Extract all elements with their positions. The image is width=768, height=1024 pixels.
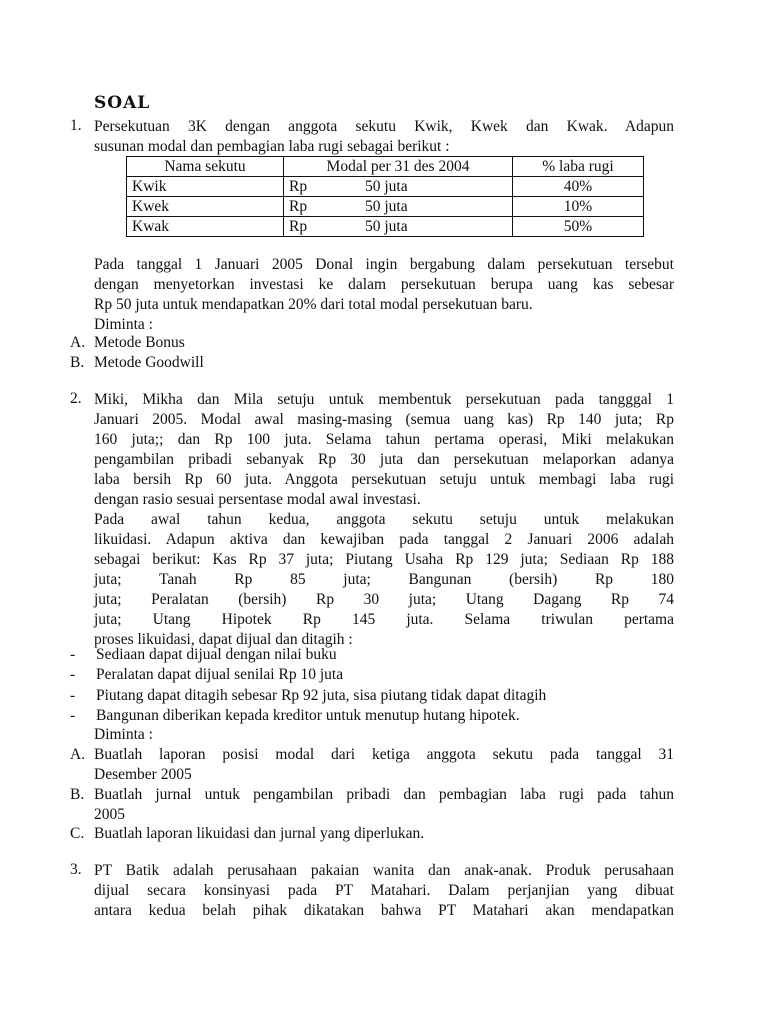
bullet-mark: -	[70, 666, 76, 683]
table-header-row	[127, 157, 644, 177]
table-header: Nama sekutu	[127, 157, 284, 177]
q2-line: juta; Tanah Rp 85 juta; Bangunan (bersih) Rp 180	[94, 571, 674, 588]
capital-table	[126, 156, 644, 237]
capital-cell	[284, 217, 513, 237]
option-label: A.	[70, 334, 86, 351]
bullet-text: Bangunan diberikan kepada kreditor untuk menutup hutang hipotek.	[96, 707, 520, 724]
capital-value: 50 juta	[365, 218, 408, 235]
bullet-mark: -	[70, 687, 76, 704]
q2-line: sebagai berikut: Kas Rp 37 juta; Piutang Usaha Rp 129 juta; Sediaan Rp 188	[94, 551, 674, 568]
q2-line: pengambilan pribadi sebanyak Rp 30 juta dan persekutuan melaporkan adanya	[94, 451, 674, 468]
capital-cell	[284, 197, 513, 217]
option-label: B.	[70, 786, 85, 803]
q2-line: dengan rasio sesuai persentase modal awal investasi.	[94, 491, 421, 508]
q2-option-a	[70, 745, 674, 785]
bullet-item	[70, 706, 674, 726]
option-label: B.	[70, 354, 85, 371]
q3-line: dijual secara konsinyasi pada PT Matahari. Dalam perjanjian yang dibuat	[94, 882, 674, 899]
capital-value: 50 juta	[365, 198, 408, 215]
bullet-text: Peralatan dapat dijual senilai Rp 10 juta	[96, 666, 344, 683]
partner-name: Kwak	[127, 217, 284, 237]
q1-intro-line-1: Persekutuan 3K dengan anggota sekutu Kwik, Kwek dan Kwak. Adapun	[94, 118, 674, 135]
q2-line: likuidasi. Adapun aktiva dan kewajiban pada tanggal 2 Januari 2006 adalah	[94, 531, 674, 548]
partner-name: Kwik	[127, 177, 284, 197]
bullet-item	[70, 665, 674, 685]
q1-para-line-2: dengan menyetorkan investasi ke dalam persekutuan berupa uang kas sebesar	[94, 276, 674, 293]
partner-name: Kwek	[127, 197, 284, 217]
currency: Rp	[289, 178, 308, 195]
option-text: Metode Goodwill	[94, 354, 204, 371]
q1-option-b	[70, 353, 674, 373]
capital-cell	[284, 177, 513, 197]
question-number: 1.	[70, 117, 82, 134]
q1-intro-line-2: susunan modal dan pembagian laba rugi sebagai berikut :	[94, 138, 450, 155]
q2-option-c	[70, 824, 674, 844]
bullet-mark: -	[70, 707, 76, 724]
capital-table-wrap	[94, 155, 644, 237]
question-2	[70, 390, 674, 650]
profit-share: 40%	[513, 177, 644, 197]
q2-line: juta; Utang Hipotek Rp 145 juta. Selama triwulan pertama	[94, 611, 674, 628]
bullet-text: Sediaan dapat dijual dengan nilai buku	[96, 646, 337, 663]
q2-line: 160 juta;; dan Rp 100 juta. Selama tahun pertama operasi, Miki melakukan	[94, 431, 674, 448]
q1-para-line-3: Rp 50 juta untuk mendapatkan 20% dari total modal persekutuan baru.	[94, 296, 533, 313]
option-label: C.	[70, 825, 85, 842]
q1-diminta: Diminta :	[94, 316, 153, 333]
bullet-item	[70, 686, 674, 706]
q3-line: PT Batik adalah perusahaan pakaian wanita dan anak-anak. Produk perusahaan	[94, 862, 674, 879]
currency: Rp	[289, 198, 308, 215]
option-text-line-2: Desember 2005	[94, 766, 192, 783]
option-text-line-2: 2005	[94, 806, 125, 823]
question-number: 3.	[70, 861, 82, 878]
option-label: A.	[70, 746, 86, 763]
q2-line: juta; Peralatan (bersih) Rp 30 juta; Utang Dagang Rp 74	[94, 591, 674, 608]
currency: Rp	[289, 218, 308, 235]
q2-line: Miki, Mikha dan Mila setuju untuk membentuk persekutuan pada tangggal 1	[94, 391, 674, 408]
q1-paragraph	[70, 255, 674, 335]
option-text-line-1: Buatlah laporan likuidasi dan jurnal yang diperlukan.	[94, 825, 425, 842]
table-row	[127, 217, 644, 237]
q3-line: antara kedua belah pihak dikatakan bahwa PT Matahari akan mendapatkan	[94, 902, 674, 919]
table-header: Modal per 31 des 2004	[284, 157, 513, 177]
table-row	[127, 177, 644, 197]
table-row	[127, 197, 644, 217]
profit-share: 10%	[513, 197, 644, 217]
question-number: 2.	[70, 390, 82, 407]
option-text-line-1: Buatlah jurnal untuk pengambilan pribadi dan pembagian laba rugi pada tahun	[94, 786, 674, 803]
q2-line: Pada awal tahun kedua, anggota sekutu setuju untuk melakukan	[94, 511, 674, 528]
option-text-line-1: Buatlah laporan posisi modal dari ketiga anggota sekutu pada tanggal 31	[94, 746, 674, 763]
heading-soal: SOAL	[94, 93, 151, 113]
q1-option-a	[70, 333, 674, 353]
q2-line: proses likuidasi, dapat dijual dan ditagih :	[94, 631, 353, 648]
q1-para-line-1: Pada tanggal 1 Januari 2005 Donal ingin bergabung dalam persekutuan tersebut	[94, 256, 674, 273]
table-header: % laba rugi	[513, 157, 644, 177]
q2-diminta: Diminta :	[94, 726, 153, 743]
profit-share: 50%	[513, 217, 644, 237]
option-text: Metode Bonus	[94, 334, 185, 351]
q2-diminta-wrap	[70, 725, 674, 745]
q2-line: Januari 2005. Modal awal masing-masing (semua uang kas) Rp 140 juta; Rp	[94, 411, 674, 428]
bullet-text: Piutang dapat ditagih sebesar Rp 92 juta, sisa piutang tidak dapat ditagih	[96, 687, 547, 704]
question-1	[70, 117, 674, 157]
capital-value: 50 juta	[365, 178, 408, 195]
q2-option-b	[70, 785, 674, 825]
bullet-item	[70, 645, 674, 665]
bullet-mark: -	[70, 646, 76, 663]
question-3	[70, 861, 674, 921]
q2-line: laba bersih Rp 60 juta. Anggota persekutuan setuju untuk membagi laba rugi	[94, 471, 674, 488]
